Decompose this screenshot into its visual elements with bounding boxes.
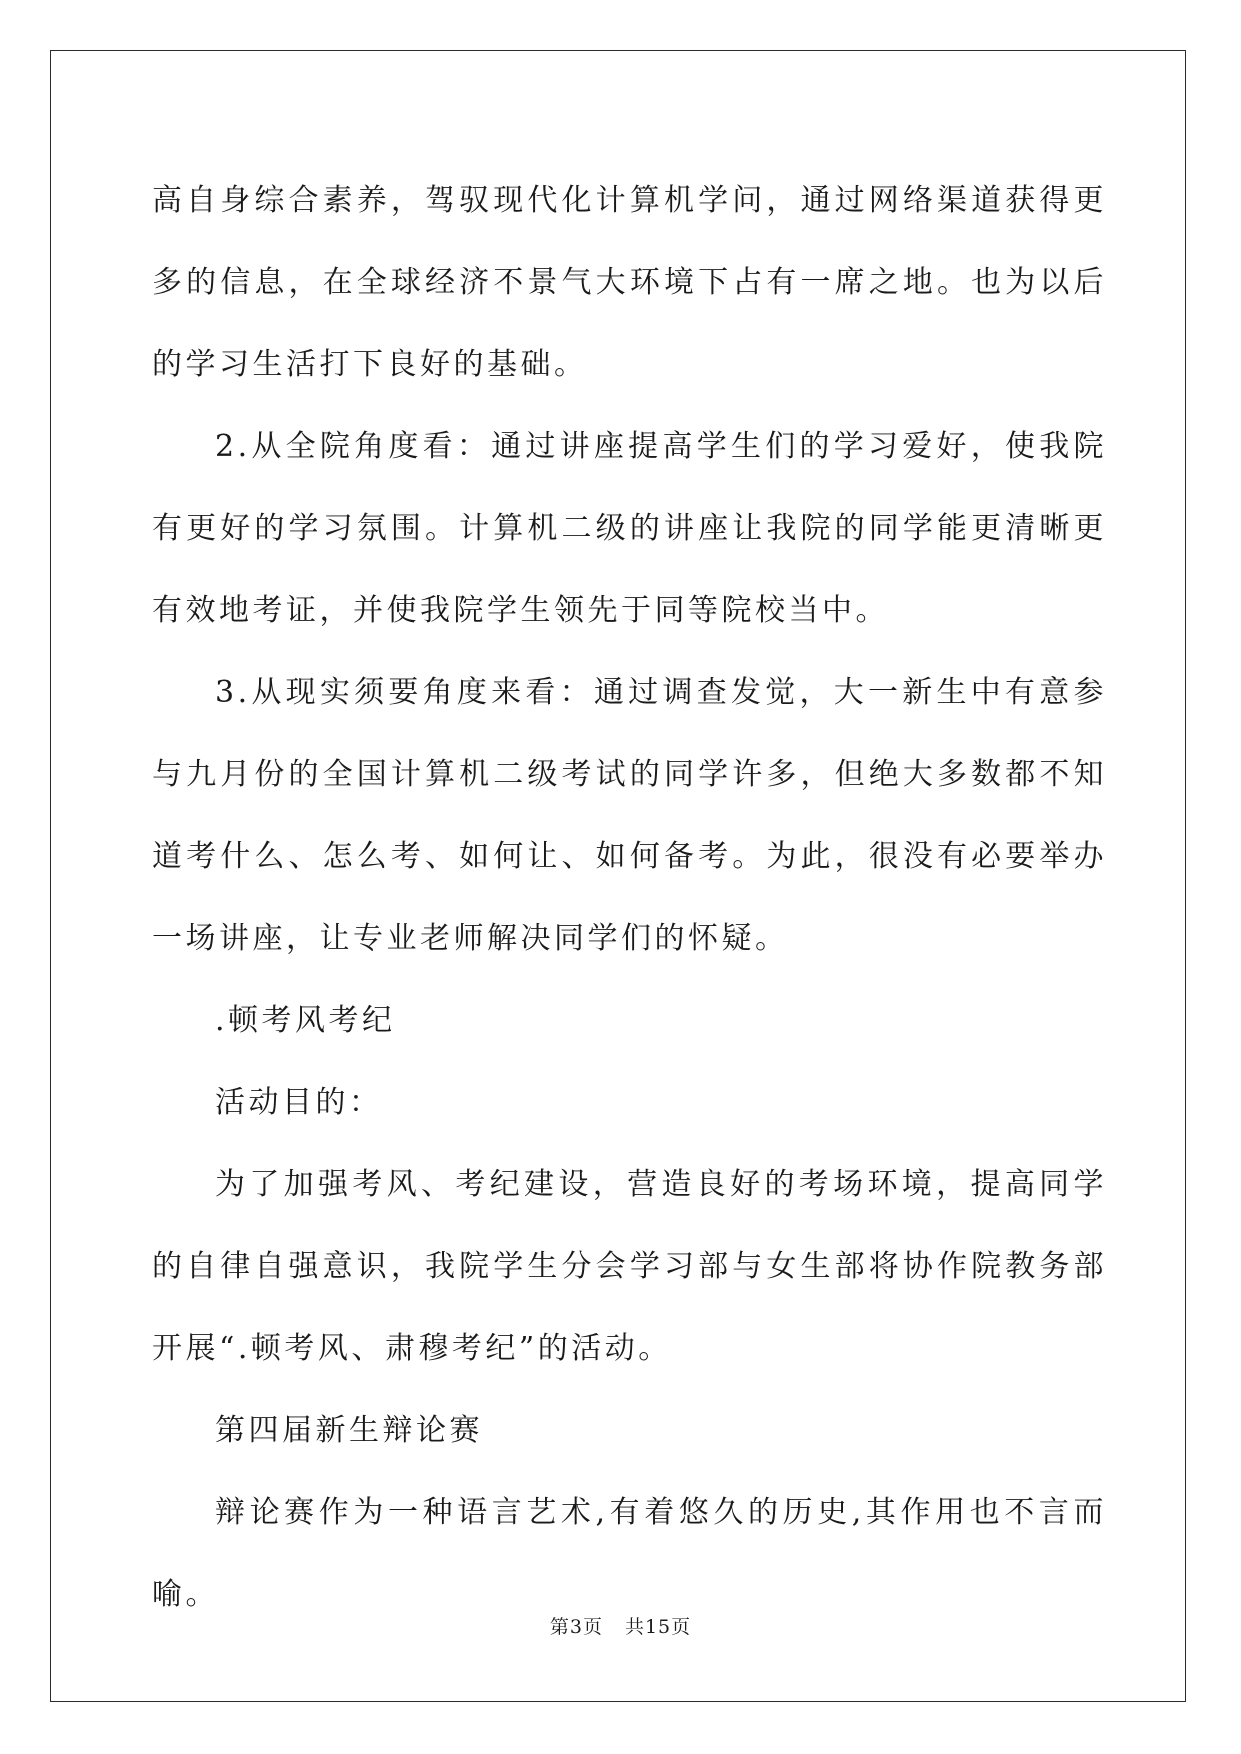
paragraph: 2.从全院角度看：通过讲座提高学生们的学习爱好，使我院有更好的学习氛围。计算机二级的讲座让我院的同学能更清晰更有效地考证，并使我院学生领先于同等院校当中。 [152,429,1107,628]
subheading: 活动目的： [215,1085,383,1120]
paragraph: 高自身综合素养，驾驭现代化计算机学问，通过网络渠道获得更多的信息，在全球经济不景气大环境下占有一席之地。也为以后的学习生活打下良好的基础。 [152,183,1107,382]
paragraph: 辩论赛作为一种语言艺术,有着悠久的历史,其作用也不言而喻。 [152,1495,1107,1612]
section-heading: 第四届新生辩论赛 [215,1413,483,1448]
page-number: 第3页 [549,1616,603,1638]
section-heading: .顿考风考纪 [215,1003,396,1038]
body-text [152,160,1107,1636]
paragraph: 为了加强考风、考纪建设，营造良好的考场环境，提高同学的自律自强意识，我院学生分会学习部与女生部将协作院教务部开展“.顿考风、肃穆考纪”的活动。 [152,1167,1107,1366]
paragraph: 3.从现实须要角度来看：通过调查发觉，大一新生中有意参与九月份的全国计算机二级考试的同学许多，但绝大多数都不知道考什么、怎么考、如何让、如何备考。为此，很没有必要举办一场讲座，让专业老师解决同学们的怀疑。 [152,675,1107,956]
page-footer [0,1612,1241,1639]
page-total: 共15页 [624,1616,692,1638]
